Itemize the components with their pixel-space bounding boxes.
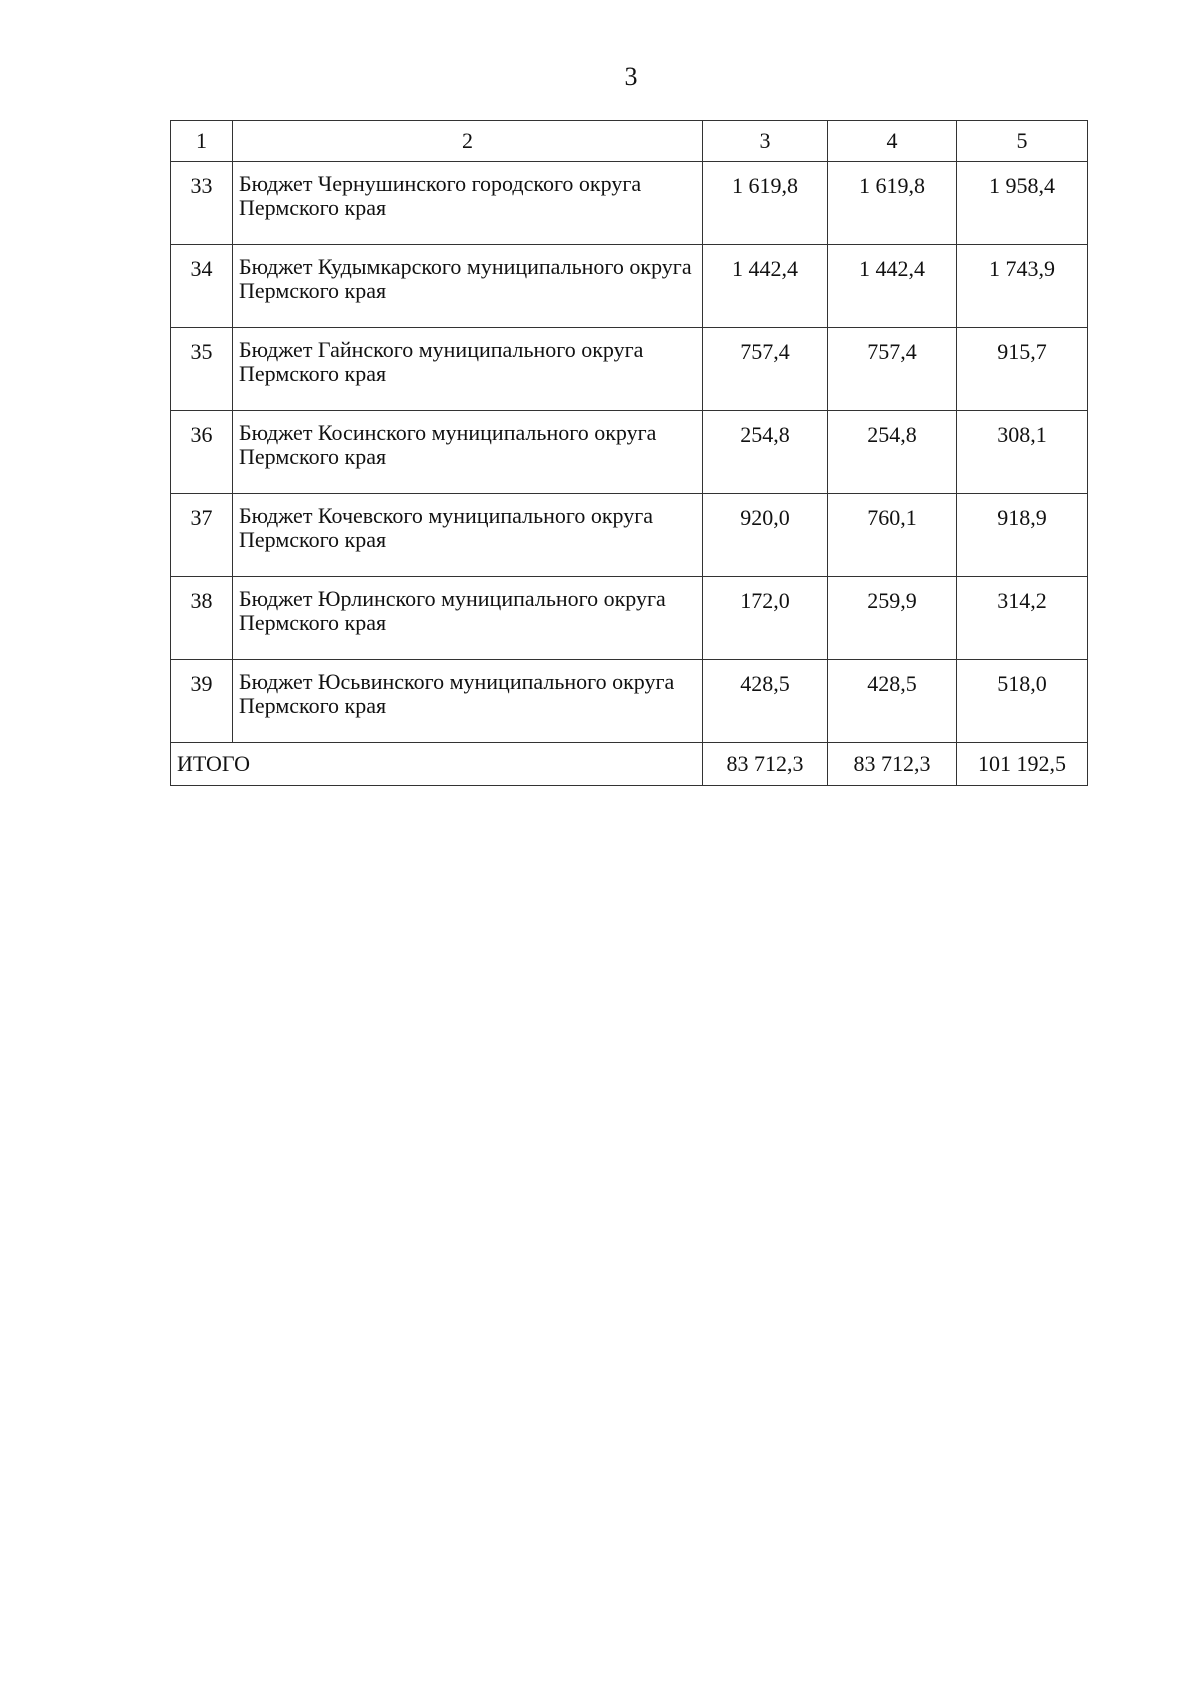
column-header: 1 bbox=[171, 121, 233, 162]
value-col5: 308,1 bbox=[957, 411, 1088, 494]
row-number: 38 bbox=[171, 577, 233, 660]
row-number: 39 bbox=[171, 660, 233, 743]
value-col4: 760,1 bbox=[828, 494, 957, 577]
table-row bbox=[171, 660, 1088, 743]
value-col4: 428,5 bbox=[828, 660, 957, 743]
value-col5: 1 958,4 bbox=[957, 162, 1088, 245]
value-col5: 918,9 bbox=[957, 494, 1088, 577]
value-col3: 757,4 bbox=[703, 328, 828, 411]
value-col3: 428,5 bbox=[703, 660, 828, 743]
row-number: 37 bbox=[171, 494, 233, 577]
table-header-row bbox=[171, 121, 1088, 162]
value-col4: 1 442,4 bbox=[828, 245, 957, 328]
column-header: 2 bbox=[233, 121, 703, 162]
value-col3: 172,0 bbox=[703, 577, 828, 660]
value-col5: 314,2 bbox=[957, 577, 1088, 660]
table-row bbox=[171, 411, 1088, 494]
row-number: 35 bbox=[171, 328, 233, 411]
total-col5: 101 192,5 bbox=[957, 743, 1088, 786]
value-col3: 920,0 bbox=[703, 494, 828, 577]
budget-name: Бюджет Чернушинского городского округа Пермского края bbox=[233, 162, 703, 245]
value-col5: 1 743,9 bbox=[957, 245, 1088, 328]
total-label: ИТОГО bbox=[171, 743, 703, 786]
budget-name: Бюджет Косинского муниципального округа Пермского края bbox=[233, 411, 703, 494]
value-col3: 1 619,8 bbox=[703, 162, 828, 245]
table-row bbox=[171, 162, 1088, 245]
column-header: 4 bbox=[828, 121, 957, 162]
value-col4: 254,8 bbox=[828, 411, 957, 494]
budget-name: Бюджет Кочевского муниципального округа Пермского края bbox=[233, 494, 703, 577]
page-number: 3 bbox=[624, 62, 638, 91]
value-col5: 518,0 bbox=[957, 660, 1088, 743]
row-number: 34 bbox=[171, 245, 233, 328]
budget-name: Бюджет Юрлинского муниципального округа Пермского края bbox=[233, 577, 703, 660]
total-col3: 83 712,3 bbox=[703, 743, 828, 786]
value-col4: 259,9 bbox=[828, 577, 957, 660]
table-row bbox=[171, 577, 1088, 660]
value-col5: 915,7 bbox=[957, 328, 1088, 411]
table-row bbox=[171, 245, 1088, 328]
budget-name: Бюджет Гайнского муниципального округа Пермского края bbox=[233, 328, 703, 411]
value-col3: 254,8 bbox=[703, 411, 828, 494]
column-header: 3 bbox=[703, 121, 828, 162]
value-col4: 757,4 bbox=[828, 328, 957, 411]
value-col4: 1 619,8 bbox=[828, 162, 957, 245]
table-row bbox=[171, 494, 1088, 577]
column-header: 5 bbox=[957, 121, 1088, 162]
row-number: 33 bbox=[171, 162, 233, 245]
budget-name: Бюджет Кудымкарского муниципального округа Пермского края bbox=[233, 245, 703, 328]
value-col3: 1 442,4 bbox=[703, 245, 828, 328]
total-col4: 83 712,3 bbox=[828, 743, 957, 786]
budget-name: Бюджет Юсьвинского муниципального округа Пермского края bbox=[233, 660, 703, 743]
row-number: 36 bbox=[171, 411, 233, 494]
total-row bbox=[171, 743, 1088, 786]
budget-table bbox=[170, 120, 1088, 786]
table-row bbox=[171, 328, 1088, 411]
